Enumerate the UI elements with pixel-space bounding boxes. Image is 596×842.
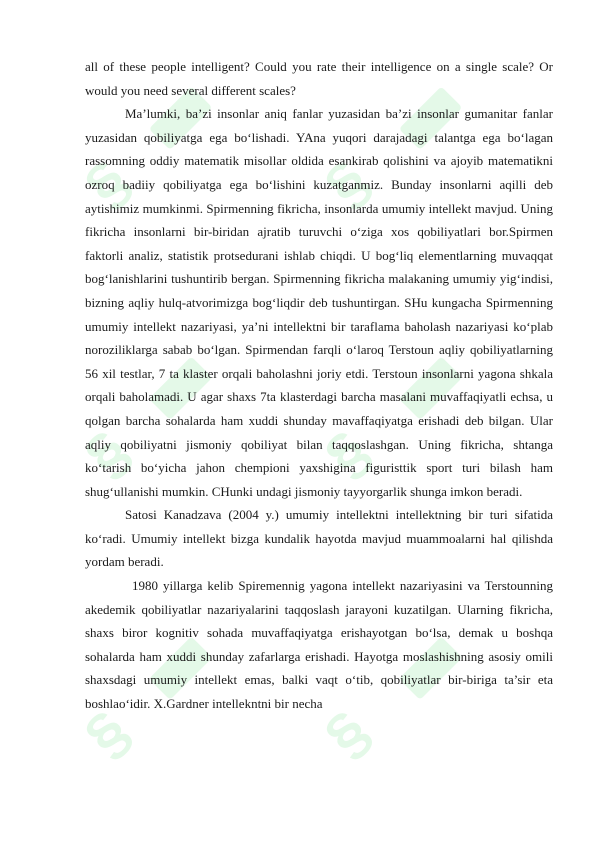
paragraph-1980s: 1980 yillarga kelib Spiremennig yagona intellekt nazariyasini va Terstounning akedemik qobiliyatlar nazariyalarini taqqoslash jarayoni kuzatilgan. Ularning fikricha, shaxs biror kognitiv sohada muvaffaqiyatga erishayotgan bo‘lsa, demak u boshqa sohalarda ham xuddi shunday zafarlarga erishadi. Hayotga moslashishning asosiy omili shaxsdagi umumiy intellekt emas, balki vaqt o‘tib, qobiliyatlar bir-biriga ta’sir eta boshlao‘idir. X.Gardner intellekntni bir necha xyxy=(85,578,553,712)
svg-text:§: § xyxy=(71,698,143,770)
paragraph-intro-continuation: all of these people intelligent? Could you rate their intelligence on a single scale? Or would you need several different scales? xyxy=(85,59,553,98)
svg-text:§: § xyxy=(311,148,383,220)
paragraph-kanazawa: Satosi Kanadzava (2004 y.) umumiy intellektni intellektning bir turi sifatida ko‘radi. Umumiy intellekt bizga kundalik hayotda mavjud muammoalarni hal qilishda yordam beradi. xyxy=(85,507,553,570)
svg-text:§: § xyxy=(71,148,143,220)
svg-text:§: § xyxy=(71,418,143,490)
svg-text:§: § xyxy=(311,698,383,770)
svg-text:§: § xyxy=(311,418,383,490)
paragraph-spearman: Ma’lumki, ba’zi insonlar aniq fanlar yuzasidan ba’zi insonlar gumanitar fanlar yuzasidan qobiliyatga ega bo‘lishadi. YAna yuqori darajadagi talantga ega bo‘lagan rassomning oddiy matematik misollar oldida esankirab qolishini va ajoyib matematikni ozroq badiiy qobiliyatga ega bo‘lishini kuzatganmiz. Bunday insonlarni aqilli deb aytishimiz mumkinmi. Spirmenning fikricha, insonlarda umumiy intellekt mavjud. Uning fikricha insonlarni bir-biridan ajratib turuvchi o‘ziga xos qobiliyatlari bor.Spirmen faktorli analiz, statistik protsedurani ishlab chiqdi. U bog‘liq elementlarning muvaqqat bog‘lanishlarini tushuntirib bergan. Spirmenning fikricha malakaning umumiy yig‘indisi, bizning aqliy hulq-atvorimizga bog‘liqdir deb tushuntirgan. SHu kungacha Spirmenning umumiy intellekt nazariyasi, ya’ni intellektni bir taraflama baholash nazariyasi ko‘plab noroziliklarga sabab bo‘lgan. Spirmendan farqli o‘laroq Terstoun aqliy qobiliyatlarning 56 xil testlar, 7 ta klaster orqali baholashni joriy etdi. Terstoun insonlarni yagona shkala orqali baholamadi. U agar shaxs 7ta klasterdagi barcha masalani muvaffaqiyatli echsa, u qolgan barcha sohalarda ham xuddi shunday mavaffaqiyatga erishadi deb bilgan. Ular aqliy qobiliyatni jismoniy qobiliyat bilan taqqoslashgan. Uning fikricha, shtanga ko‘tarish bo‘yicha jahon chempioni yaxshigina figuristtik sport turi bilash ham shug‘ullanishi mumkin. CHunki undagi jismoniy tayyorgarlik shunga imkon beradi. xyxy=(85,106,553,499)
document-page xyxy=(85,55,553,716)
